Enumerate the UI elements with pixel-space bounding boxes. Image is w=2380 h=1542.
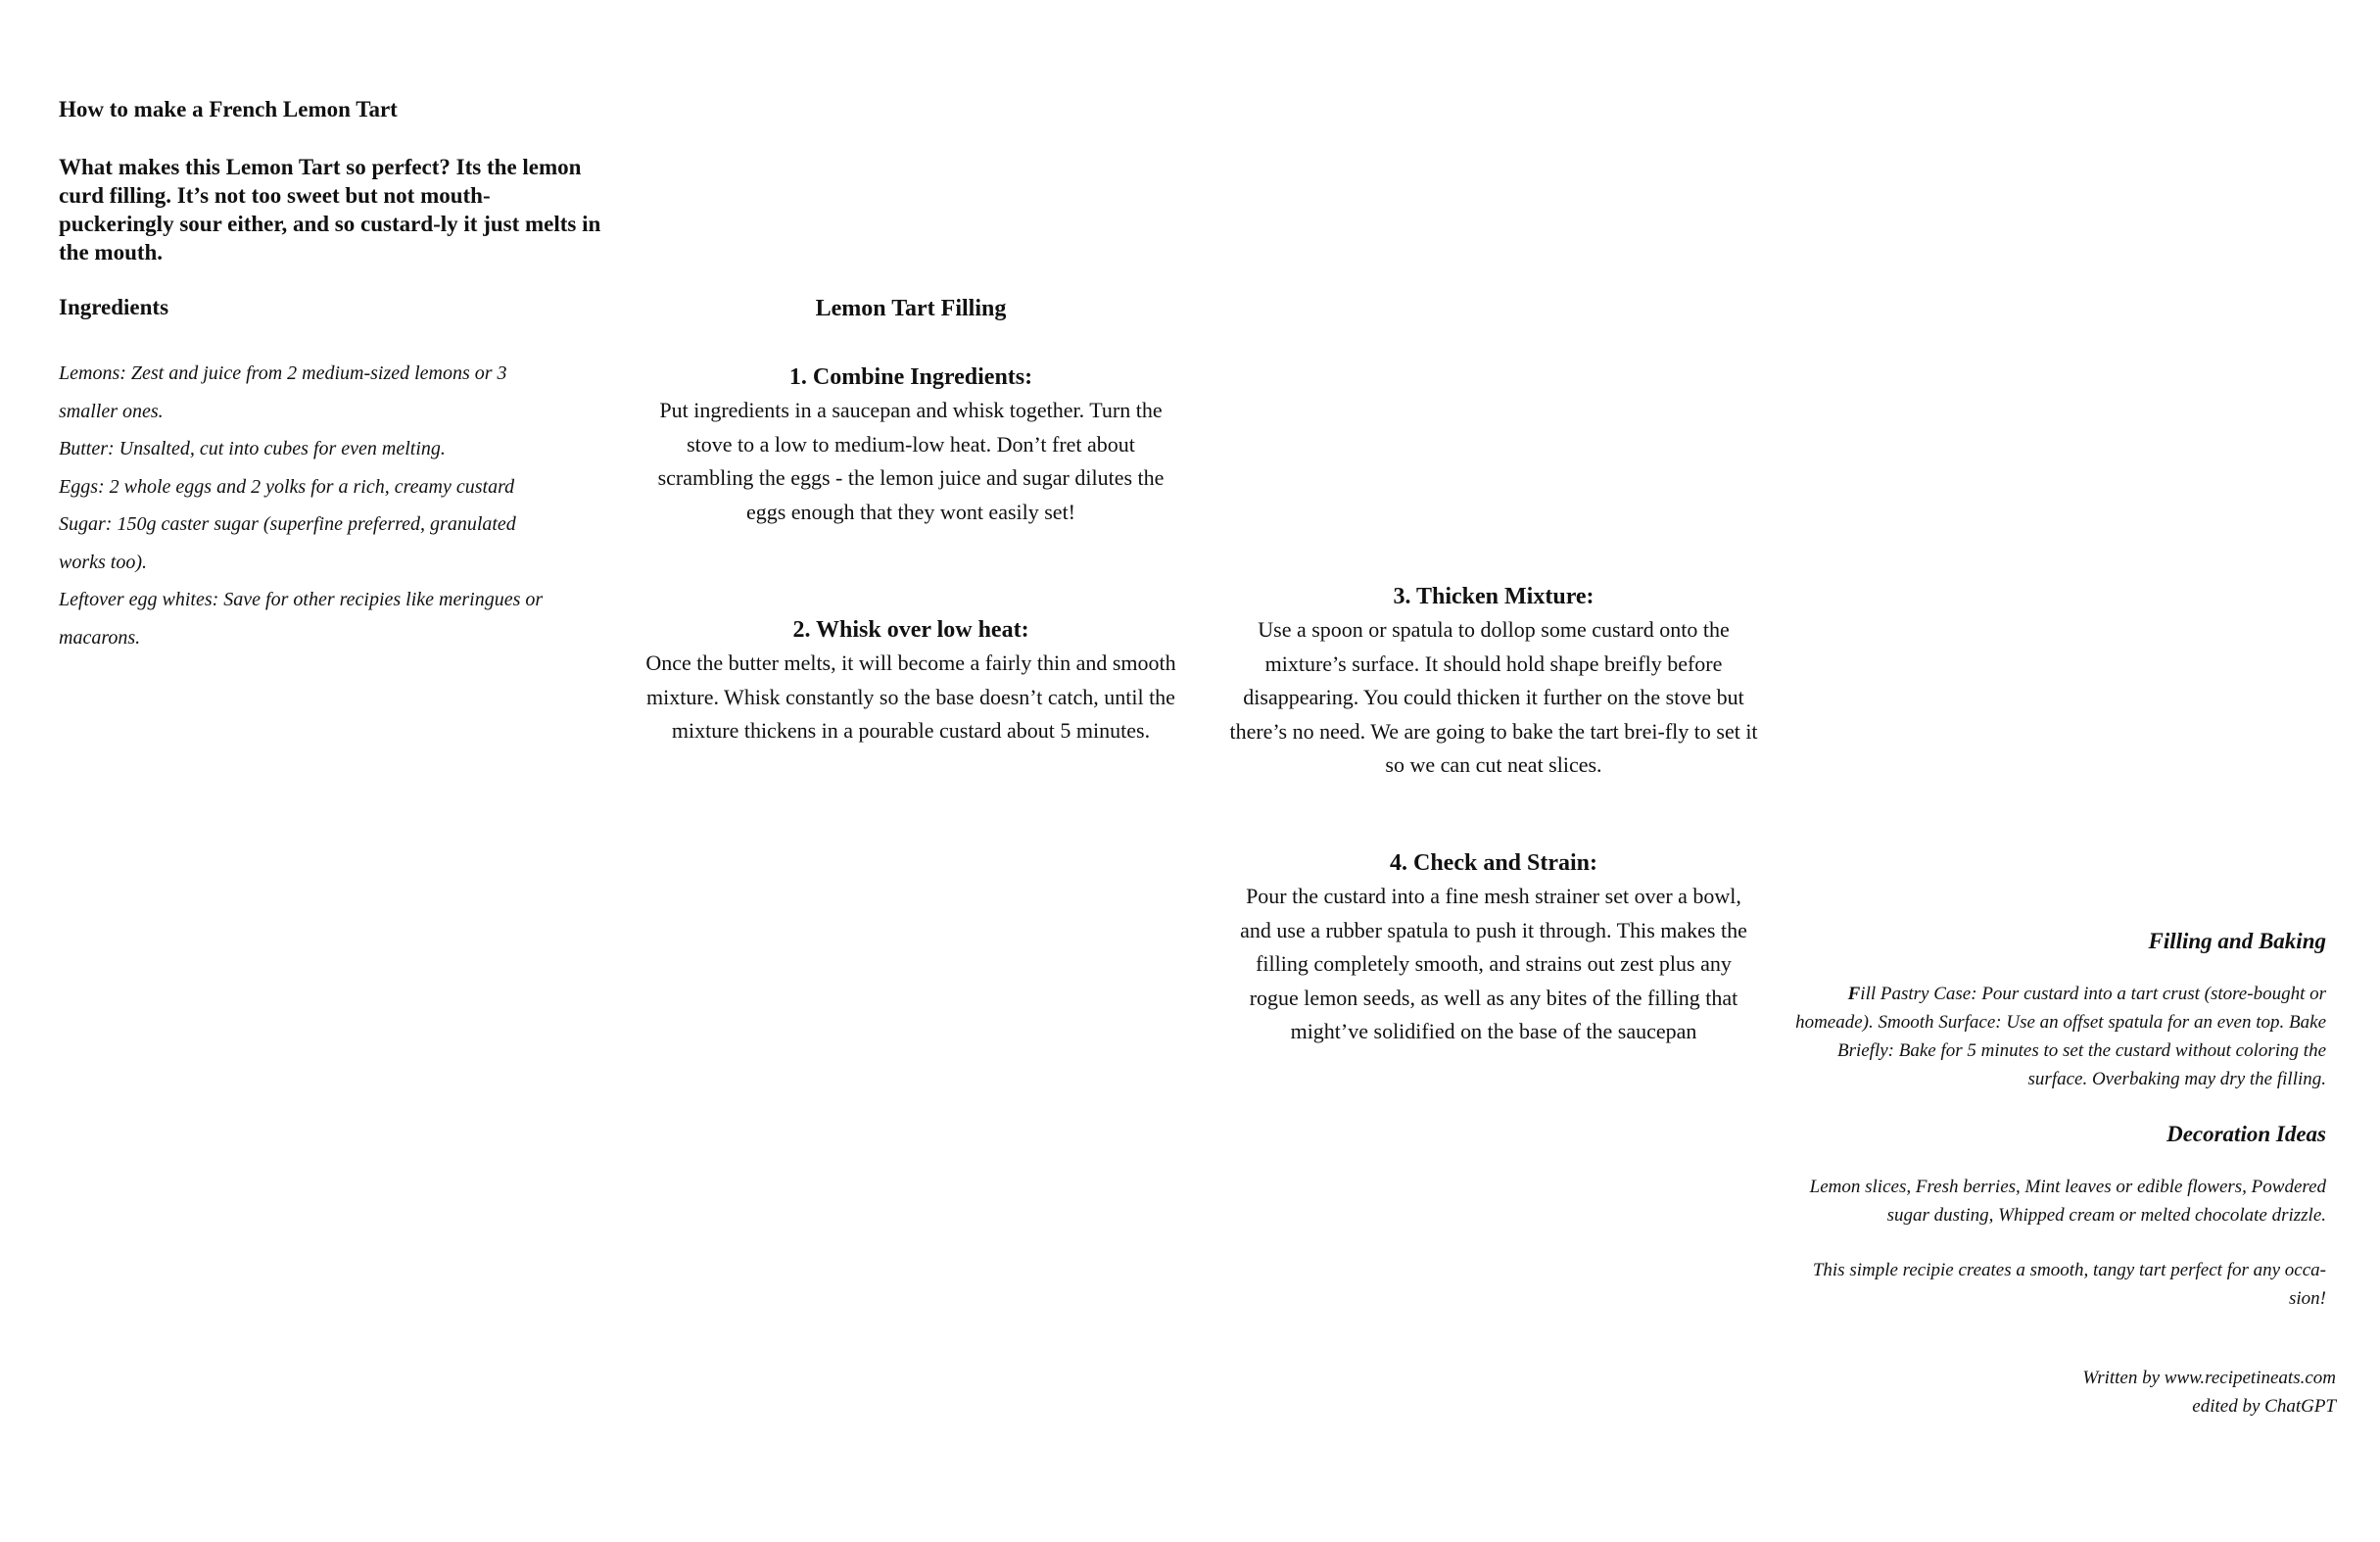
step-title: 2. Whisk over low heat: [792, 617, 1029, 643]
closing-text: This simple recipie creates a smooth, tangy tart perfect for any occa-sion! [1812, 1260, 2326, 1309]
ingredients-heading: Ingredients [59, 295, 169, 319]
filling-section-title: Lemon Tart Filling [815, 296, 1007, 321]
step-title: 3. Thicken Mixture: [1393, 584, 1595, 609]
baking-text [1778, 980, 2326, 1093]
decoration-heading: Decoration Ideas [2166, 1122, 2326, 1146]
step-text: Use a spoon or spatula to dollop some custard onto the mixture’s surface. It should hold shape breifly before disappearing. You could thicken it further on the stove but there’s no need. We are going to bake the tart brei-fly to set it so we can cut neat slices. [1229, 617, 1758, 777]
ingredient-item-lemons: Lemons: Zest and juice from 2 medium-sized lemons or 3 smaller ones. [59, 362, 507, 422]
ingredient-item-egg-whites: Leftover egg whites: Save for other recipies like meringues or macarons. [59, 589, 544, 649]
credits [1778, 1364, 2336, 1421]
credits-written-by: Written by www.recipetineats.com [2082, 1368, 2336, 1388]
step-text: Once the butter melts, it will become a fairly thin and smooth mixture. Whisk constantly so the base doesn’t catch, until the mixture thickens in a pourable custard about 5 minutes. [645, 651, 1176, 743]
baking-dropcap: F [1847, 984, 1861, 1004]
ingredient-item-butter: Butter: Unsalted, cut into cubes for even melting. [59, 438, 446, 459]
step-title: 4. Check and Strain: [1389, 850, 1598, 876]
baking-text-body: ill Pastry Case: Pour custard into a tart crust (store-bought or homeade). Smooth Surface: Use an offset spatula for an even top. Bake Briefly: Bake for 5 minutes to set the custard without coloring the surface. Overbaking may dry the filling. [1795, 984, 2326, 1089]
baking-heading: Filling and Baking [2148, 929, 2326, 953]
step-check-and-strain [1229, 846, 1758, 1049]
credits-edited-by: edited by ChatGPT [2192, 1396, 2336, 1417]
step-thicken-mixture [1219, 580, 1768, 783]
step-text: Pour the custard into a fine mesh strainer set over a bowl, and use a rubber spatula to push it through. This makes the filling completely smooth, and strains out zest plus any rogue lemon seeds, as well as any bites of the filling that might’ve solidified on the base of the saucepan [1240, 884, 1747, 1043]
decoration-text: Lemon slices, Fresh berries, Mint leaves or edible flowers, Powdered sugar dusting, Whipped cream or melted chocolate drizzle. [1809, 1177, 2326, 1226]
ingredient-item-eggs: Eggs: 2 whole eggs and 2 yolks for a rich, creamy custard [59, 475, 515, 498]
intro-column [59, 95, 602, 656]
step-title: 1. Combine Ingredients: [788, 364, 1033, 390]
ingredients-list [59, 355, 602, 656]
step-text: Put ingredients in a saucepan and whisk together. Turn the stove to a low to medium-low heat. Don’t fret about scrambling the eggs - the lemon juice and sugar dilutes the eggs enough that they wont easily set! [657, 398, 1165, 524]
step-whisk-over-low-heat [637, 613, 1185, 748]
ingredient-item-sugar: Sugar: 150g caster sugar (superfine preferred, granulated works too). [59, 513, 516, 573]
baking-decoration-column [1778, 927, 2326, 1339]
step-combine-ingredients [637, 361, 1185, 529]
intro-paragraph: What makes this Lemon Tart so perfect? Its the lemon curd filling. It’s not too sweet but not mouth-puckeringly sour either, and so custard-ly it just melts in the mouth. [59, 155, 601, 265]
page-title: How to make a French Lemon Tart [59, 97, 398, 121]
